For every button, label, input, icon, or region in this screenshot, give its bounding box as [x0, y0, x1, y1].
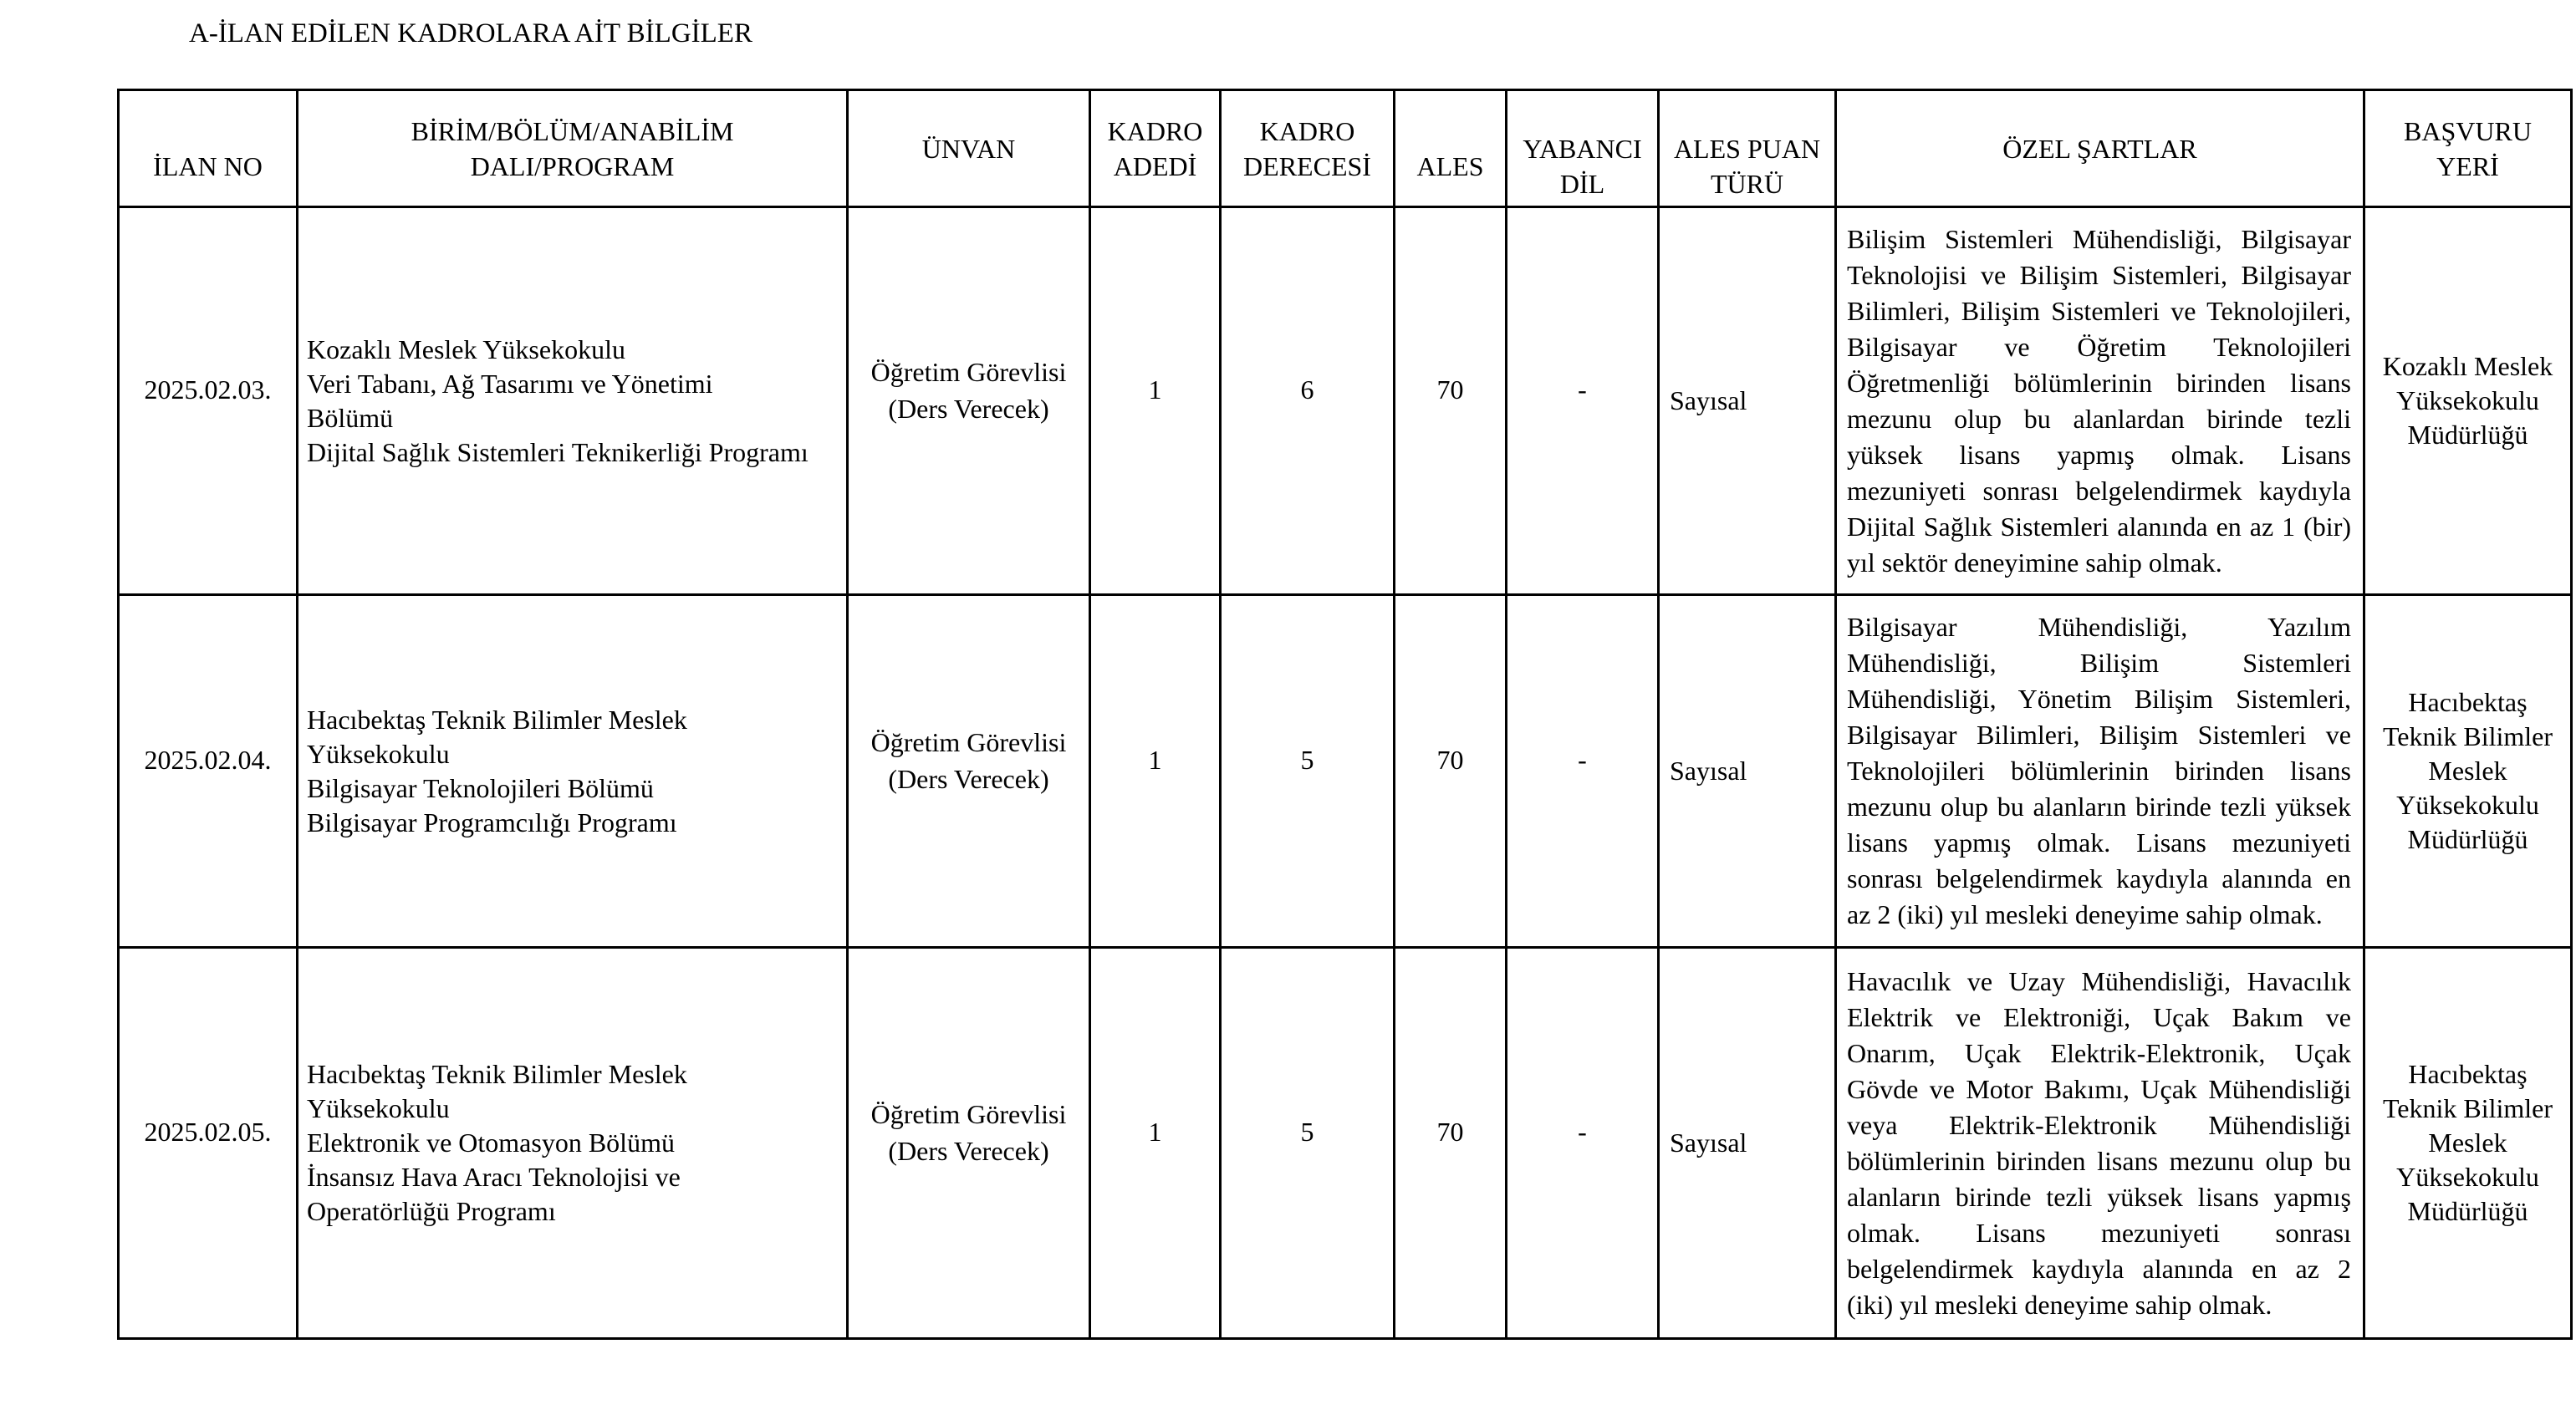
text-line: Bilgisayar ve Öğretim Teknolojileri — [1847, 331, 2351, 362]
yabanci-dil-value: - — [1578, 1117, 1587, 1147]
text-line: Dijital Sağlık Sistemleri Teknikerliği Programı — [307, 436, 809, 467]
header-kadro-derecesi — [1221, 90, 1395, 207]
ales-puan-turu-value: Sayısal — [1670, 756, 1747, 786]
header-label — [2365, 114, 2570, 184]
cell-ilan-no — [119, 595, 298, 948]
text-line: Yüksekokulu — [307, 738, 450, 769]
header-line: BAŞVURU — [2404, 115, 2532, 146]
text-line: Öğretim Görevlisi — [870, 1098, 1067, 1129]
header-line: TÜRÜ — [1710, 168, 1784, 199]
table-row — [119, 948, 2572, 1339]
text-line: bölümlerinin birinden lisans mezunu olup bu — [1847, 1145, 2351, 1176]
header-line: YERİ — [2436, 150, 2499, 181]
text-line: Müdürlüğü — [2407, 1196, 2528, 1226]
header-label — [298, 114, 846, 184]
text-line: Meslek — [2428, 756, 2507, 786]
cell-birim — [298, 207, 848, 595]
cell-birim — [298, 948, 848, 1339]
header-line: BİRİM/BÖLÜM/ANABİLİM — [411, 115, 734, 146]
text-line: Dijital Sağlık Sistemleri alanında en az 1 (bir) — [1847, 511, 2351, 542]
cell-ozel-sartlar — [1836, 948, 2364, 1339]
table-header-row — [119, 90, 2572, 207]
page-title: A-İLAN EDİLEN KADROLARA AİT BİLGİLER — [189, 18, 752, 48]
text-line: Mühendisliği, Yönetim Bilişim Sistemleri, — [1847, 684, 2351, 714]
cell-ales — [1395, 207, 1507, 595]
text-line: İnsansız Hava Aracı Teknolojisi ve — [307, 1162, 681, 1192]
header-line: İLAN NO — [153, 150, 263, 181]
text-line: mezuniyeti sonrası belgelendirmek kaydıyla — [1847, 475, 2351, 506]
text-line: belgelendirmek kaydıyla alanında en az 2 — [1847, 1253, 2351, 1284]
kadro-derecesi-value: 6 — [1300, 374, 1314, 405]
text-line: Bölümü — [307, 402, 394, 433]
cell-ilan-no — [119, 207, 298, 595]
cell-kadro-adedi — [1090, 948, 1221, 1339]
kadro-derecesi-value: 5 — [1300, 745, 1314, 775]
cell-unvan — [848, 948, 1090, 1339]
ales-puan-turu-value: Sayısal — [1670, 1128, 1747, 1158]
text-line: Kozaklı Meslek Yüksekokulu — [307, 333, 625, 364]
text-line: Kozaklı Meslek — [2382, 351, 2553, 381]
text-line: Meslek — [2428, 1128, 2507, 1158]
cell-birim — [298, 595, 848, 948]
ilan-no-value: 2025.02.03. — [144, 374, 272, 405]
text-line: Mühendisliği, Bilişim Sistemleri — [1847, 648, 2351, 678]
text-line: Onarım, Uçak Elektrik-Elektronik, Uçak — [1847, 1037, 2351, 1068]
cell-kadro-adedi — [1090, 595, 1221, 948]
text-line: mezunu olup bu alanların birinde tezli yüksek — [1847, 792, 2351, 822]
ilan-no-value: 2025.02.04. — [144, 745, 272, 775]
header-ales — [1395, 90, 1507, 207]
cell-unvan — [848, 207, 1090, 595]
ales-value: 70 — [1436, 1117, 1464, 1147]
cell-yabanci-dil — [1507, 948, 1659, 1339]
text-line: (Ders Verecek) — [888, 1135, 1049, 1166]
header-line: ALES — [1416, 150, 1484, 181]
cell-ales — [1395, 595, 1507, 948]
text-line: (Ders Verecek) — [888, 393, 1049, 424]
text-line: Öğretmenliği bölümlerinin birinden lisans — [1847, 367, 2351, 398]
header-ozel-sartlar — [1836, 90, 2364, 207]
header-label — [1091, 114, 1219, 184]
text-line: Müdürlüğü — [2407, 420, 2528, 450]
cell-basvuru-yeri — [2364, 207, 2572, 595]
text-line: Teknolojisi ve Bilişim Sistemleri, Bilgisayar — [1847, 259, 2351, 290]
kadro-derecesi-value: 5 — [1300, 1117, 1314, 1147]
cell-unvan — [848, 595, 1090, 948]
ales-puan-turu-value: Sayısal — [1670, 385, 1747, 415]
ales-value: 70 — [1436, 745, 1464, 775]
text-line: Teknolojileri bölümlerinin birinden lisans — [1847, 756, 2351, 786]
header-label — [1222, 114, 1393, 184]
cell-kadro-derecesi — [1221, 948, 1395, 1339]
header-label — [1507, 131, 1657, 201]
text-line: Operatörlüğü Programı — [307, 1196, 556, 1226]
cell-ozel-sartlar — [1836, 595, 2364, 948]
text-line: Bilgisayar Teknolojileri Bölümü — [307, 772, 654, 803]
unvan-value — [849, 354, 1089, 427]
cell-ales-puan-turu — [1659, 207, 1836, 595]
cell-ilan-no — [119, 948, 298, 1339]
header-label — [1660, 131, 1834, 201]
yabanci-dil-value: - — [1578, 745, 1587, 775]
text-line: Teknik Bilimler — [2382, 1093, 2553, 1123]
text-line: Öğretim Görevlisi — [870, 356, 1067, 387]
text-line: lisans yapmış olmak. Lisans mezuniyeti — [1847, 827, 2351, 858]
text-line: Bilgisayar Mühendisliği, Yazılım — [1847, 612, 2351, 642]
header-unvan — [848, 90, 1090, 207]
header-line: ÖZEL ŞARTLAR — [2002, 133, 2197, 164]
header-label — [1395, 149, 1505, 184]
text-line: Bilimleri, Bilişim Sistemleri ve Teknolojileri, — [1847, 295, 2351, 326]
text-line: Yüksekokulu — [2396, 1162, 2539, 1192]
text-line: Havacılık ve Uzay Mühendisliği, Havacılık — [1847, 965, 2351, 996]
text-line: Bilgisayar Programcılığı Programı — [307, 807, 677, 837]
cell-kadro-derecesi — [1221, 207, 1395, 595]
header-ilan-no — [119, 90, 298, 207]
header-label — [1837, 131, 2363, 166]
kadro-adedi-value: 1 — [1148, 374, 1162, 405]
unvan-value — [849, 724, 1089, 797]
text-line: Hacıbektaş — [2408, 687, 2528, 717]
text-line: (Ders Verecek) — [888, 763, 1049, 794]
text-line: Gövde ve Motor Bakımı, Uçak Mühendisliği — [1847, 1073, 2351, 1104]
text-line: Elektrik ve Elektroniği, Uçak Bakım ve — [1847, 1001, 2351, 1032]
header-label — [120, 149, 296, 184]
kadro-adedi-value: 1 — [1148, 1117, 1162, 1147]
cell-yabanci-dil — [1507, 207, 1659, 595]
text-line: olmak. Lisans mezuniyeti sonrası — [1847, 1217, 2351, 1248]
header-line: KADRO — [1259, 115, 1355, 146]
positions-table — [117, 89, 2573, 1340]
header-line: YABANCI — [1523, 133, 1642, 164]
header-line: ALES PUAN — [1673, 133, 1821, 164]
kadro-adedi-value: 1 — [1148, 745, 1162, 775]
header-birim — [298, 90, 848, 207]
text-line: Hacıbektaş — [2408, 1059, 2528, 1089]
header-line: KADRO — [1107, 115, 1203, 146]
cell-ozel-sartlar — [1836, 207, 2364, 595]
header-yabanci-dil — [1507, 90, 1659, 207]
header-ales-puan-turu — [1659, 90, 1836, 207]
text-line: yıl sektör deneyimine sahip olmak. — [1847, 547, 2222, 578]
text-line: Öğretim Görevlisi — [870, 726, 1067, 757]
text-line: Yüksekokulu — [307, 1093, 450, 1123]
header-kadro-adedi — [1090, 90, 1221, 207]
yabanci-dil-value: - — [1578, 374, 1587, 405]
text-line: Bilişim Sistemleri Mühendisliği, Bilgisayar — [1847, 223, 2351, 254]
ales-value: 70 — [1436, 374, 1464, 405]
text-line: veya Elektrik-Elektronik Mühendisliği — [1847, 1109, 2351, 1140]
header-line: DİL — [1559, 168, 1605, 199]
text-line: sonrası belgelendirmek kaydıyla alanında en — [1847, 863, 2351, 893]
header-line: DALI/PROGRAM — [470, 150, 675, 181]
table-row — [119, 595, 2572, 948]
text-line: Müdürlüğü — [2407, 824, 2528, 854]
text-line: (iki) yıl mesleki deneyime sahip olmak. — [1847, 1289, 2272, 1320]
text-line: Hacıbektaş Teknik Bilimler Meslek — [307, 1059, 687, 1089]
table-row — [119, 207, 2572, 595]
unvan-value — [849, 1096, 1089, 1169]
text-line: Veri Tabanı, Ağ Tasarımı ve Yönetimi — [307, 368, 713, 399]
cell-ales-puan-turu — [1659, 595, 1836, 948]
text-line: Teknik Bilimler — [2382, 721, 2553, 751]
text-line: mezunu olup bu alanlardan birinde tezli — [1847, 403, 2351, 434]
cell-yabanci-dil — [1507, 595, 1659, 948]
text-line: Yüksekokulu — [2396, 790, 2539, 820]
text-line: Elektronik ve Otomasyon Bölümü — [307, 1128, 675, 1158]
text-line: alanların birinde tezli yüksek lisans yapmış — [1847, 1181, 2351, 1212]
text-line: Bilgisayar Bilimleri, Bilişim Sistemleri ve — [1847, 720, 2351, 750]
cell-basvuru-yeri — [2364, 948, 2572, 1339]
header-line: ADEDİ — [1113, 150, 1197, 181]
text-line: yüksek lisans yapmış olmak. Lisans — [1847, 439, 2351, 470]
cell-basvuru-yeri — [2364, 595, 2572, 948]
header-line: ÜNVAN — [921, 133, 1016, 164]
header-label — [849, 131, 1089, 166]
text-line: Yüksekokulu — [2396, 385, 2539, 415]
text-line: az 2 (iki) yıl mesleki deneyime sahip olmak. — [1847, 899, 2323, 929]
ilan-no-value: 2025.02.05. — [144, 1117, 272, 1147]
cell-ales-puan-turu — [1659, 948, 1836, 1339]
cell-kadro-adedi — [1090, 207, 1221, 595]
cell-kadro-derecesi — [1221, 595, 1395, 948]
header-line: DERECESİ — [1243, 150, 1371, 181]
text-line: Hacıbektaş Teknik Bilimler Meslek — [307, 704, 687, 735]
header-basvuru-yeri — [2364, 90, 2572, 207]
cell-ales — [1395, 948, 1507, 1339]
